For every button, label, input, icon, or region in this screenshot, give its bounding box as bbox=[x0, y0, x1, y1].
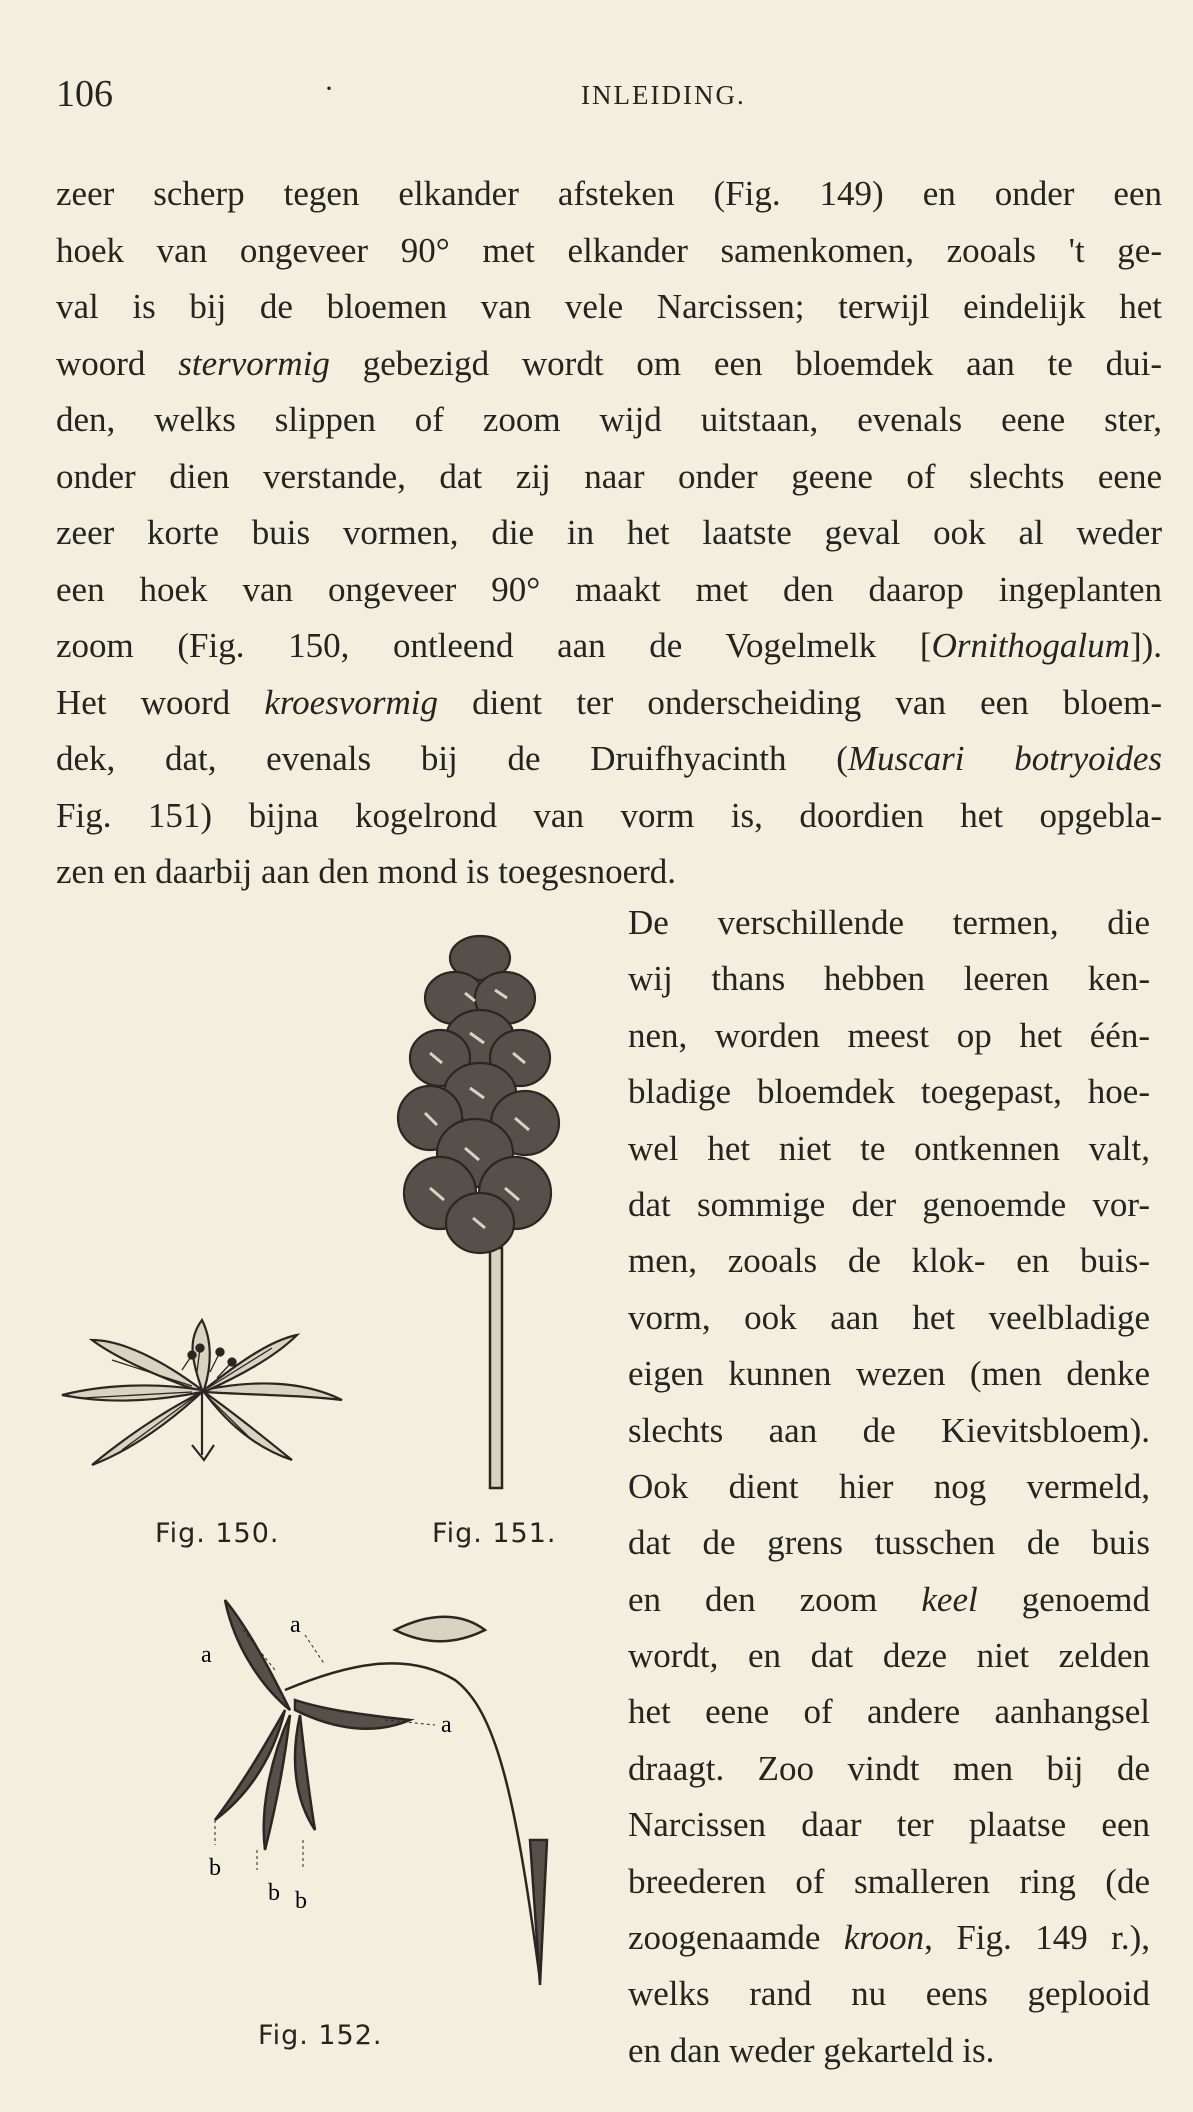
fig150-caption: Fig. 150. bbox=[155, 1518, 280, 1549]
text-line bbox=[56, 562, 1162, 619]
text-run: eigen kunnen wezen (men denke bbox=[628, 1354, 1150, 1394]
text-line bbox=[628, 1064, 1150, 1120]
text-line bbox=[56, 449, 1162, 506]
text-run: welks rand nu eens geplooid bbox=[628, 1974, 1150, 2014]
text-run: Het woord bbox=[56, 682, 265, 722]
text-line bbox=[628, 2023, 1150, 2079]
text-line bbox=[628, 1459, 1150, 1515]
text-run: , Fig. 149 r.), bbox=[924, 1918, 1150, 1958]
text-run: en den zoom bbox=[628, 1579, 922, 1619]
text-run: bladige bloemdek toegepast, hoe- bbox=[628, 1072, 1150, 1112]
fig152-caption: Fig. 152. bbox=[258, 2020, 383, 2051]
text-line bbox=[56, 731, 1162, 788]
italic-term: kroon bbox=[843, 1918, 925, 1958]
text-line bbox=[628, 895, 1150, 951]
text-run: nen, worden meest op het één- bbox=[628, 1015, 1150, 1055]
text-line bbox=[628, 1515, 1150, 1571]
fig152-label-a-top: a bbox=[290, 1612, 301, 1638]
fig152-label-b-right: b bbox=[295, 1888, 307, 1914]
text-line bbox=[628, 1628, 1150, 1684]
text-run: een hoek van ongeveer 90° maakt met den daarop ingeplanten bbox=[56, 569, 1162, 609]
text-line bbox=[56, 392, 1162, 449]
text-run: hoek van ongeveer 90° met elkander samenkomen, zooals 't ge- bbox=[56, 230, 1162, 270]
text-line bbox=[628, 1741, 1150, 1797]
text-line bbox=[628, 1966, 1150, 2022]
text-line bbox=[628, 1008, 1150, 1064]
text-line bbox=[56, 279, 1162, 336]
text-run: wordt, en dat deze niet zelden bbox=[628, 1636, 1150, 1676]
italic-term: Ornithogalum bbox=[931, 626, 1130, 665]
text-run: dient ter onderscheiding van een bloem- bbox=[438, 682, 1162, 722]
text-run: De verschillende termen, die bbox=[628, 903, 1150, 942]
page-header bbox=[56, 72, 1156, 122]
page-number: 106 bbox=[56, 73, 113, 115]
text-run: breederen of smalleren ring (de bbox=[628, 1861, 1150, 1901]
text-run: woord bbox=[56, 343, 179, 383]
text-line bbox=[628, 1910, 1150, 1966]
text-run: zeer scherp tegen elkander afsteken (Fig. 149) en onder een bbox=[56, 174, 1162, 213]
text-run: zoogenaamde bbox=[628, 1918, 844, 1958]
fig152-illustration bbox=[195, 1590, 615, 1990]
text-line bbox=[56, 336, 1162, 393]
paragraph-1 bbox=[56, 166, 1162, 901]
text-run: Fig. 151) bijna kogelrond van vorm is, doordien het opgebla- bbox=[56, 795, 1162, 835]
running-head: INLEIDING. bbox=[581, 80, 746, 110]
text-line bbox=[56, 844, 1162, 901]
fig150-illustration bbox=[52, 1300, 352, 1490]
fig152-label-a-right: a bbox=[441, 1712, 452, 1738]
text-line bbox=[56, 788, 1162, 845]
italic-term: keel bbox=[921, 1579, 978, 1619]
text-run: het eene of andere aanhangsel bbox=[628, 1692, 1150, 1732]
header-dot: · bbox=[324, 72, 334, 105]
text-line bbox=[628, 1572, 1150, 1628]
paragraph-2 bbox=[628, 895, 1150, 2079]
text-run: den, welks slippen of zoom wijd uitstaan, evenals eene ster, bbox=[56, 400, 1162, 439]
text-run: slechts aan de Kievitsbloem). bbox=[628, 1410, 1150, 1450]
text-run: dat de grens tusschen de buis bbox=[628, 1523, 1150, 1563]
fig152-label-b-left: b bbox=[209, 1855, 221, 1881]
text-run: zoom (Fig. 150, ontleend aan de Vogelmelk [ bbox=[56, 626, 932, 665]
text-line bbox=[628, 1290, 1150, 1346]
text-line bbox=[628, 1346, 1150, 1402]
text-run: dat sommige der genoemde vor- bbox=[628, 1184, 1150, 1224]
fig151-caption: Fig. 151. bbox=[432, 1518, 557, 1549]
fig152-label-b-middle: b bbox=[268, 1880, 280, 1906]
text-run: men, zooals de klok- en buis- bbox=[628, 1241, 1150, 1281]
text-line bbox=[56, 618, 1162, 675]
fig151-illustration bbox=[385, 928, 585, 1498]
text-line bbox=[628, 1684, 1150, 1740]
text-run: dek, dat, evenals bij de Druifhyacinth ( bbox=[56, 739, 848, 778]
text-run: wij thans hebben leeren ken- bbox=[628, 959, 1150, 999]
text-line bbox=[56, 166, 1162, 223]
text-run: vorm, ook aan het veelbladige bbox=[628, 1297, 1150, 1337]
text-line bbox=[56, 223, 1162, 280]
text-run: Narcissen daar ter plaatse een bbox=[628, 1805, 1150, 1845]
fig152-label-a-left: a bbox=[201, 1642, 212, 1668]
text-line bbox=[628, 1121, 1150, 1177]
text-run: draagt. Zoo vindt men bij de bbox=[628, 1748, 1150, 1788]
text-run: onder dien verstande, dat zij naar onder geene of slechts eene bbox=[56, 456, 1162, 496]
text-run: ]). bbox=[1129, 626, 1162, 665]
text-line bbox=[56, 675, 1162, 732]
text-run: genoemd bbox=[977, 1579, 1150, 1619]
text-run: en dan weder gekarteld is. bbox=[628, 2030, 995, 2070]
text-run: gebezigd wordt om een bloemdek aan te dui- bbox=[329, 343, 1162, 383]
text-run: zen en daarbij aan den mond is toegesnoerd. bbox=[56, 852, 677, 891]
text-run: val is bij de bloemen van vele Narcissen; terwijl eindelijk het bbox=[56, 287, 1162, 326]
text-line bbox=[628, 1403, 1150, 1459]
text-line bbox=[628, 951, 1150, 1007]
text-line bbox=[628, 1854, 1150, 1910]
italic-term: kroesvormig bbox=[264, 682, 438, 722]
italic-term: Muscari botryoides bbox=[847, 739, 1162, 778]
text-run: wel het niet te ontkennen valt, bbox=[628, 1128, 1150, 1168]
text-line bbox=[628, 1177, 1150, 1233]
italic-term: stervormig bbox=[178, 343, 330, 383]
text-line bbox=[56, 505, 1162, 562]
text-run: zeer korte buis vormen, die in het laatste geval ook al weder bbox=[56, 513, 1162, 552]
text-line bbox=[628, 1233, 1150, 1289]
text-run: Ook dient hier nog vermeld, bbox=[628, 1466, 1150, 1506]
text-line bbox=[628, 1797, 1150, 1853]
